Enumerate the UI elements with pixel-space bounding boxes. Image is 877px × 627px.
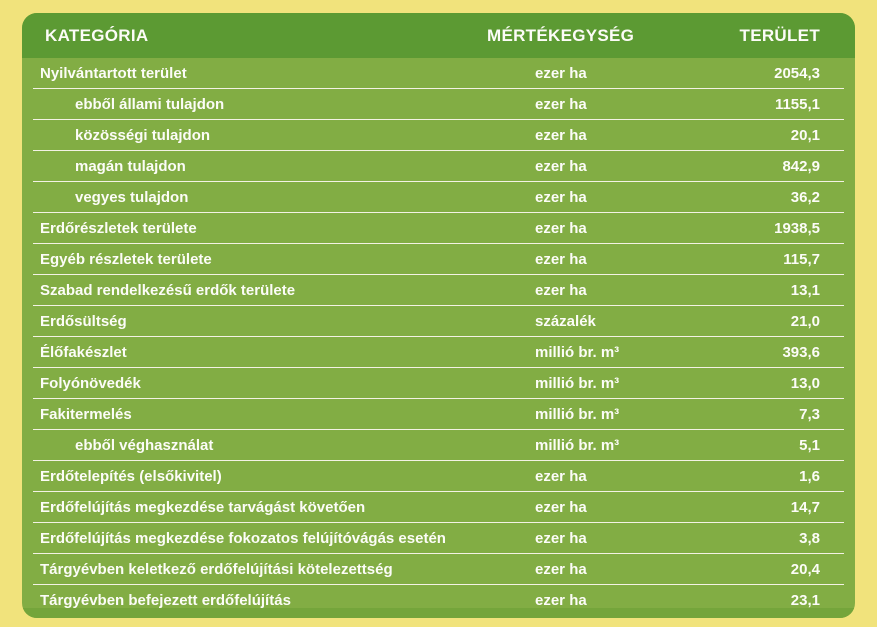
value-cell: 7,3	[799, 405, 820, 423]
value-cell: 13,1	[790, 281, 820, 299]
table-row	[33, 368, 844, 399]
category-cell: Folyónövedék	[40, 374, 141, 392]
category-cell: Egyéb részletek területe	[40, 250, 212, 268]
unit-cell: ezer ha	[535, 250, 587, 268]
unit-cell: ezer ha	[535, 498, 587, 516]
unit-cell: ezer ha	[535, 529, 587, 547]
category-cell: Nyilvántartott terület	[40, 64, 187, 82]
table-row	[33, 151, 844, 182]
category-cell: Tárgyévben befejezett erdőfelújítás	[40, 591, 291, 609]
table-row	[33, 275, 844, 306]
column-header-category: KATEGÓRIA	[45, 25, 149, 45]
category-cell: Erdőtelepítés (elsőkivitel)	[40, 467, 222, 485]
category-cell: ebből állami tulajdon	[75, 95, 225, 113]
table-row	[33, 89, 844, 120]
value-cell: 13,0	[790, 374, 820, 392]
panel-footer-accent	[22, 608, 855, 618]
value-cell: 5,1	[799, 436, 820, 454]
unit-cell: ezer ha	[535, 157, 587, 175]
table-row	[33, 461, 844, 492]
table-row	[33, 492, 844, 523]
value-cell: 36,2	[790, 188, 820, 206]
table-row	[33, 58, 844, 89]
unit-cell: százalék	[535, 312, 596, 330]
unit-cell: ezer ha	[535, 560, 587, 578]
table-row	[33, 523, 844, 554]
category-cell: Fakitermelés	[40, 405, 132, 423]
category-cell: vegyes tulajdon	[75, 188, 189, 206]
category-cell: Élőfakészlet	[40, 343, 127, 361]
table-row	[33, 213, 844, 244]
unit-cell: millió br. m³	[535, 405, 620, 423]
table-row	[33, 337, 844, 368]
table-body	[22, 58, 855, 615]
unit-cell: ezer ha	[535, 219, 587, 237]
table-row	[33, 430, 844, 461]
column-header-area: TERÜLET	[739, 25, 820, 45]
unit-cell: ezer ha	[535, 126, 587, 144]
table-row	[33, 244, 844, 275]
category-cell: ebből véghasználat	[75, 436, 214, 454]
unit-cell: millió br. m³	[535, 374, 620, 392]
table-row	[33, 182, 844, 213]
category-cell: Szabad rendelkezésű erdők területe	[40, 281, 296, 299]
unit-cell: ezer ha	[535, 281, 587, 299]
unit-cell: millió br. m³	[535, 343, 620, 361]
value-cell: 1155,1	[774, 95, 820, 113]
value-cell: 23,1	[790, 591, 820, 609]
value-cell: 3,8	[799, 529, 820, 547]
category-cell: Erdőrészletek területe	[40, 219, 197, 237]
unit-cell: ezer ha	[535, 64, 587, 82]
value-cell: 20,4	[790, 560, 820, 578]
forestry-data-table	[22, 13, 855, 618]
unit-cell: ezer ha	[535, 467, 587, 485]
table-row	[33, 120, 844, 151]
category-cell: Tárgyévben keletkező erdőfelújítási kötelezettség	[40, 560, 393, 578]
table-row	[33, 554, 844, 585]
value-cell: 1938,5	[774, 219, 820, 237]
value-cell: 20,1	[790, 126, 820, 144]
category-cell: Erdősültség	[40, 312, 127, 330]
table-row	[33, 399, 844, 430]
value-cell: 393,6	[782, 343, 820, 361]
unit-cell: ezer ha	[535, 188, 587, 206]
category-cell: Erdőfelújítás megkezdése tarvágást követően	[40, 498, 366, 516]
value-cell: 14,7	[790, 498, 820, 516]
unit-cell: millió br. m³	[535, 436, 620, 454]
unit-cell: ezer ha	[535, 95, 587, 113]
value-cell: 2054,3	[774, 64, 820, 82]
category-cell: közösségi tulajdon	[75, 126, 211, 144]
table-header-row	[22, 13, 855, 58]
table-row	[33, 306, 844, 337]
column-header-unit: MÉRTÉKEGYSÉG	[487, 25, 635, 45]
unit-cell: ezer ha	[535, 591, 587, 609]
value-cell: 21,0	[790, 312, 820, 330]
value-cell: 115,7	[783, 250, 820, 268]
category-cell: magán tulajdon	[75, 157, 186, 175]
value-cell: 842,9	[782, 157, 820, 175]
category-cell: Erdőfelújítás megkezdése fokozatos felújítóvágás esetén	[40, 529, 446, 547]
value-cell: 1,6	[799, 467, 820, 485]
